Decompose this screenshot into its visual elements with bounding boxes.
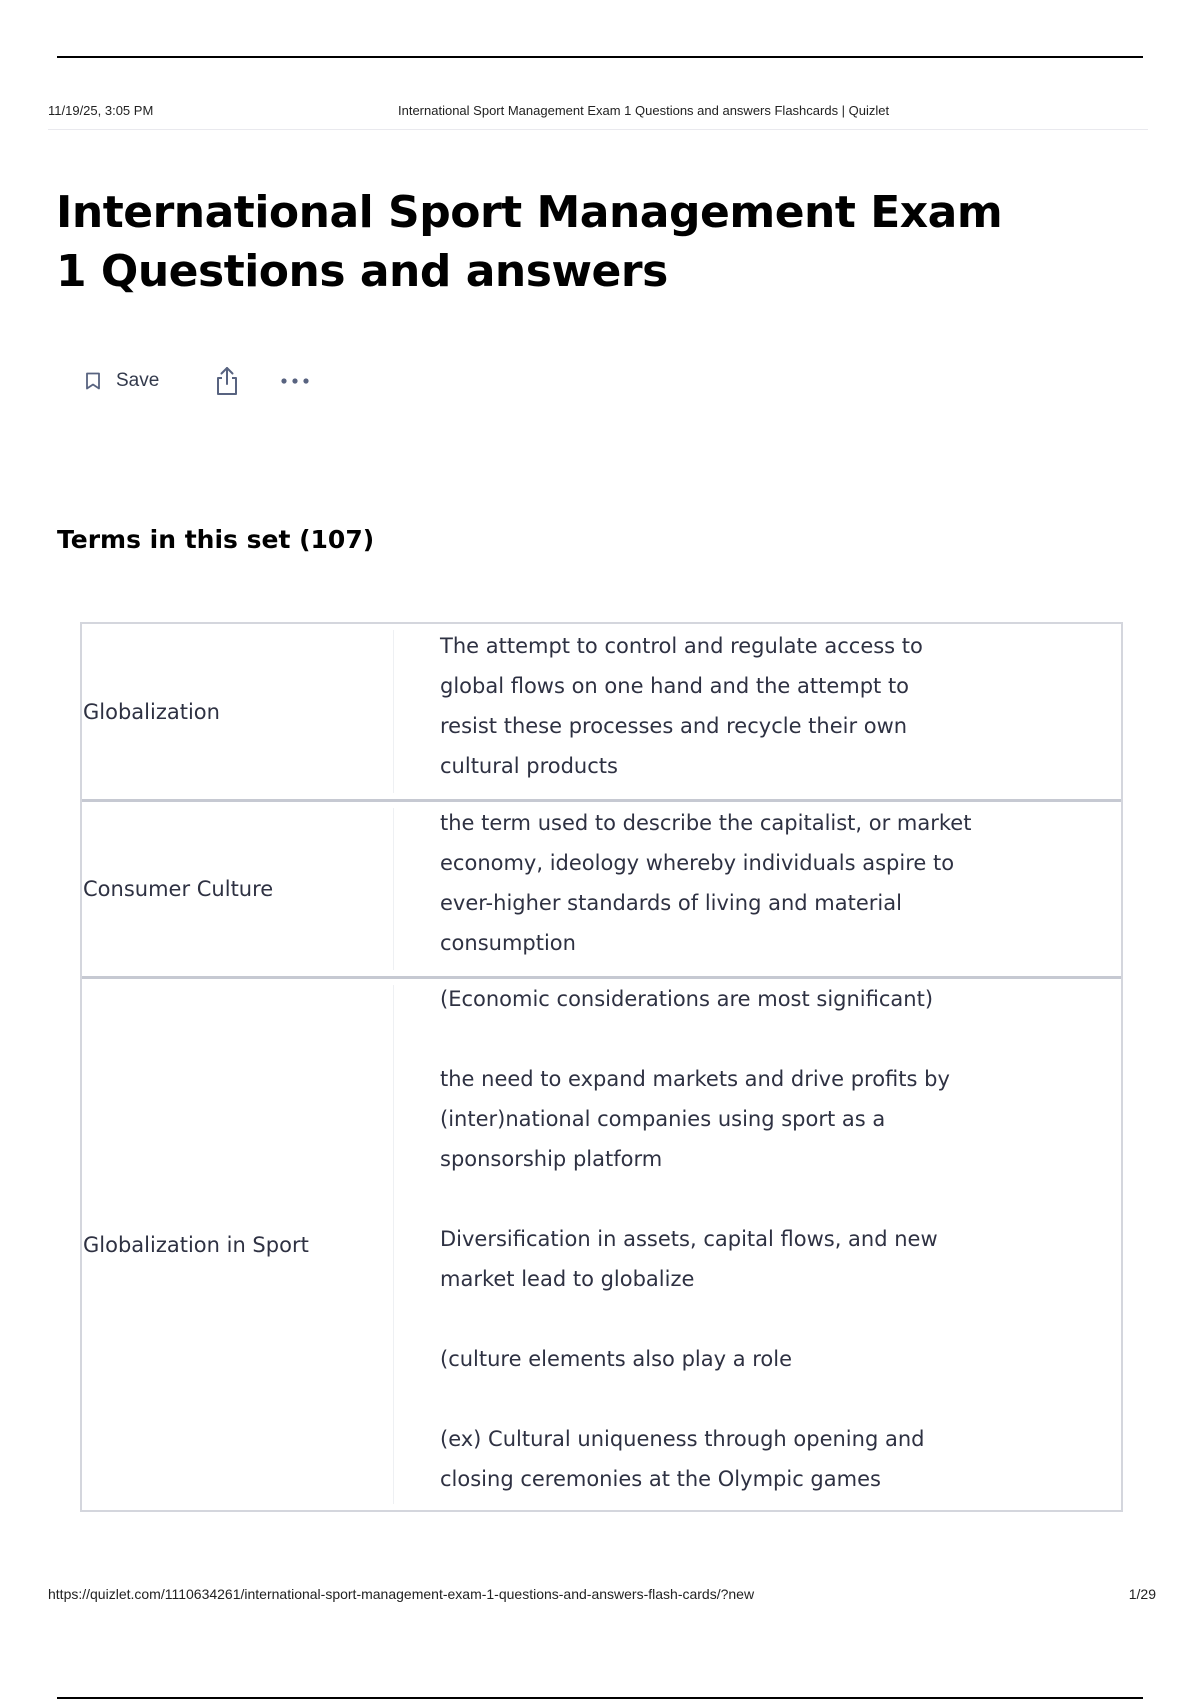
more-icon [280,379,310,394]
term-row [82,624,1121,802]
header-divider [48,129,1148,130]
term-row [82,979,1121,1512]
column-divider [393,985,394,1504]
save-button[interactable] [84,370,159,392]
page-top-rule [57,56,1143,58]
column-divider [393,808,394,970]
definition-text: (Economic considerations are most significant) the need to expand markets and drive profits by (inter)national companies using sport as a sponsorship platform Diversification in assets, capital flows, and new market lead to globalize (culture elements also play a role (ex) Cultural uniqueness through opening and closing ceremonies at the Olympic games [440,987,950,1491]
print-date: 11/19/25, 3:05 PM [48,103,154,118]
column-divider [393,630,394,793]
terms-table [80,622,1123,1512]
print-document-title: International Sport Management Exam 1 Questions and answers Flashcards | Quizlet [398,103,890,118]
page-url: https://quizlet.com/1110634261/international-sport-management-exam-1-questions-and-answers-flash-cards/?new [48,1586,755,1602]
print-header [48,103,1148,121]
save-button-label: Save [116,370,160,391]
term-text: Consumer Culture [83,877,274,901]
page-bottom-rule [57,1697,1143,1699]
term-row [82,802,1121,979]
more-options-button[interactable] [280,371,310,391]
definition-text: The attempt to control and regulate access to global flows on one hand and the attempt to resist these processes and recycle their own cultural products [440,634,923,778]
share-icon [213,385,241,400]
terms-heading: Terms in this set (107) [57,525,375,554]
share-button[interactable] [213,365,241,397]
page-title: International Sport Management Exam 1 Questions and answers [56,187,1003,297]
bookmark-icon [84,371,102,391]
print-footer [48,1586,1156,1604]
set-toolbar [84,364,310,398]
term-text: Globalization in Sport [83,1232,309,1257]
page-number: 1/29 [1128,1586,1156,1602]
term-text: Globalization [83,699,220,724]
definition-text: the term used to describe the capitalist, or market economy, ideology whereby individuals aspire to ever-higher standards of living and material consumption [440,811,972,955]
